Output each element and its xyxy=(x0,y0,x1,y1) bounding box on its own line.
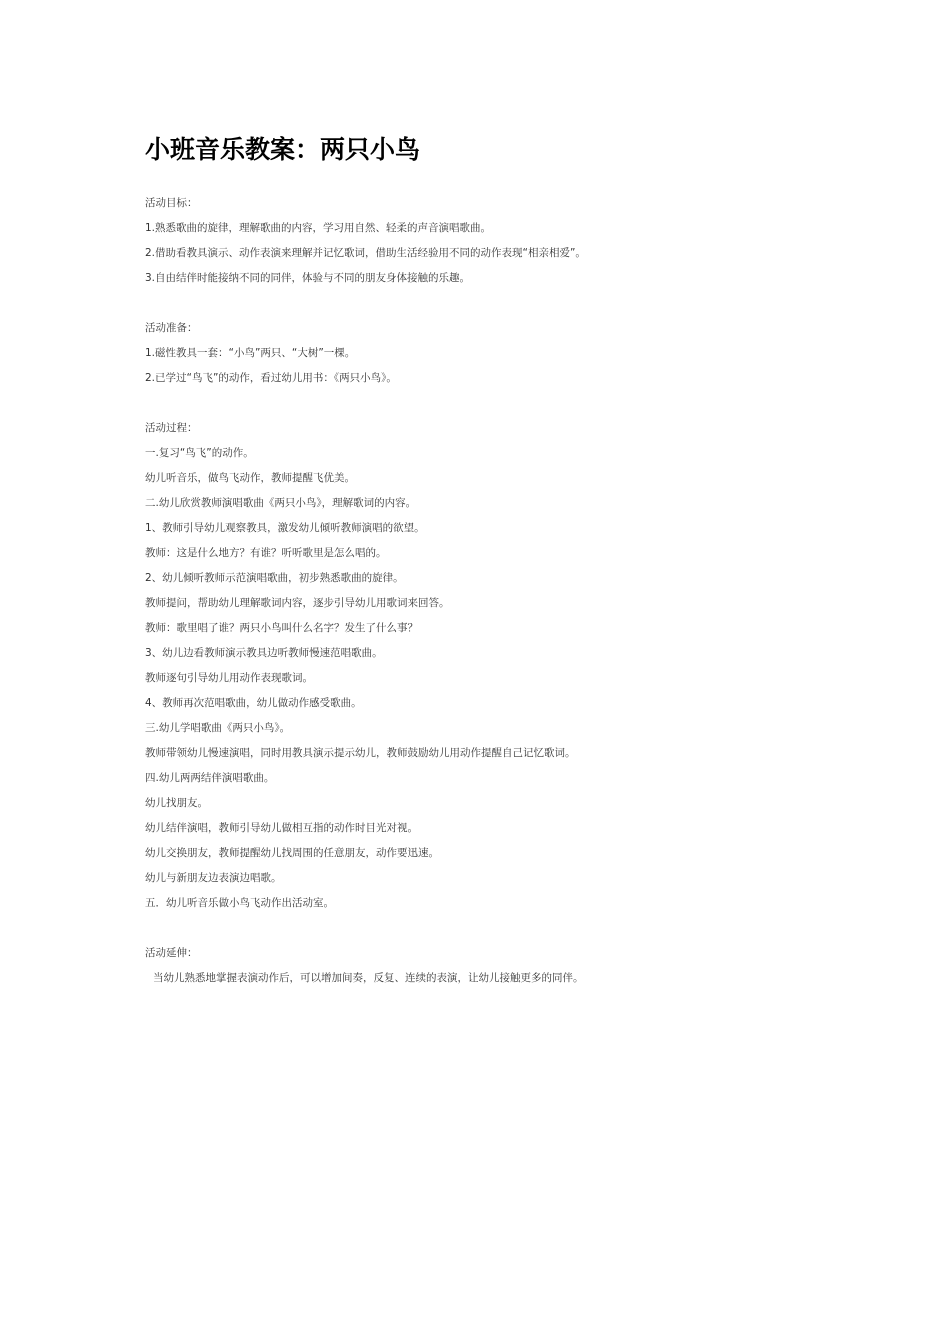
process-line: 1、教师引导幼儿观察教具，激发幼儿倾听教师演唱的欲望。 xyxy=(145,522,425,534)
process-line: 一.复习“鸟飞”的动作。 xyxy=(145,447,254,459)
goals-heading: 活动目标： xyxy=(145,197,198,209)
page-title: 小班音乐教案：两只小鸟 xyxy=(145,135,421,164)
process-line: 3、幼儿边看教师演示教具边听教师慢速范唱歌曲。 xyxy=(145,647,383,659)
process-line: 幼儿听音乐，做鸟飞动作，教师提醒飞优美。 xyxy=(145,472,355,484)
process-heading: 活动过程： xyxy=(145,422,198,434)
preparation-line: 1.磁性教具一套：“小鸟”两只、“大树”一棵。 xyxy=(145,347,356,359)
process-line: 三.幼儿学唱歌曲《两只小鸟》。 xyxy=(145,722,291,734)
process-line: 四.幼儿两两结伴演唱歌曲。 xyxy=(145,772,275,784)
process-line: 二.幼儿欣赏教师演唱歌曲《两只小鸟》，理解歌词的内容。 xyxy=(145,497,417,509)
extension-heading: 活动延伸： xyxy=(145,947,198,959)
process-line: 教师：这是什么地方？有谁？听听歌里是怎么唱的。 xyxy=(145,547,387,559)
process-line: 教师提问，帮助幼儿理解歌词内容，逐步引导幼儿用歌词来回答。 xyxy=(145,597,450,609)
process-line: 教师带领幼儿慢速演唱，同时用教具演示提示幼儿，教师鼓励幼儿用动作提醒自己记忆歌词。 xyxy=(145,747,576,759)
process-line: 五．幼儿听音乐做小鸟飞动作出活动室。 xyxy=(145,897,334,909)
goals-line: 1.熟悉歌曲的旋律，理解歌曲的内容，学习用自然、轻柔的声音演唱歌曲。 xyxy=(145,222,492,234)
process-line: 2、幼儿倾听教师示范演唱歌曲，初步熟悉歌曲的旋律。 xyxy=(145,572,404,584)
process-line: 幼儿与新朋友边表演边唱歌。 xyxy=(145,872,282,884)
extension-line: 当幼儿熟悉地掌握表演动作后，可以增加间奏，反复、连续的表演，让幼儿接触更多的同伴。 xyxy=(153,972,584,984)
process-line: 幼儿交换朋友，教师提醒幼儿找周围的任意朋友，动作要迅速。 xyxy=(145,847,439,859)
goals-line: 2.借助看教具演示、动作表演来理解并记忆歌词，借助生活经验用不同的动作表现“相亲相爱”。 xyxy=(145,247,586,259)
goals-line: 3.自由结伴时能接纳不同的同伴，体验与不同的朋友身体接触的乐趣。 xyxy=(145,272,471,284)
process-line: 幼儿找朋友。 xyxy=(145,797,208,809)
preparation-heading: 活动准备： xyxy=(145,322,198,334)
process-line: 幼儿结伴演唱，教师引导幼儿做相互指的动作时目光对视。 xyxy=(145,822,418,834)
process-line: 教师：歌里唱了谁？两只小鸟叫什么名字？发生了什么事？ xyxy=(145,622,418,634)
process-line: 4、教师再次范唱歌曲，幼儿做动作感受歌曲。 xyxy=(145,697,362,709)
process-line: 教师逐句引导幼儿用动作表现歌词。 xyxy=(145,672,313,684)
preparation-line: 2.已学过“鸟飞”的动作，看过幼儿用书：《两只小鸟》。 xyxy=(145,372,397,384)
